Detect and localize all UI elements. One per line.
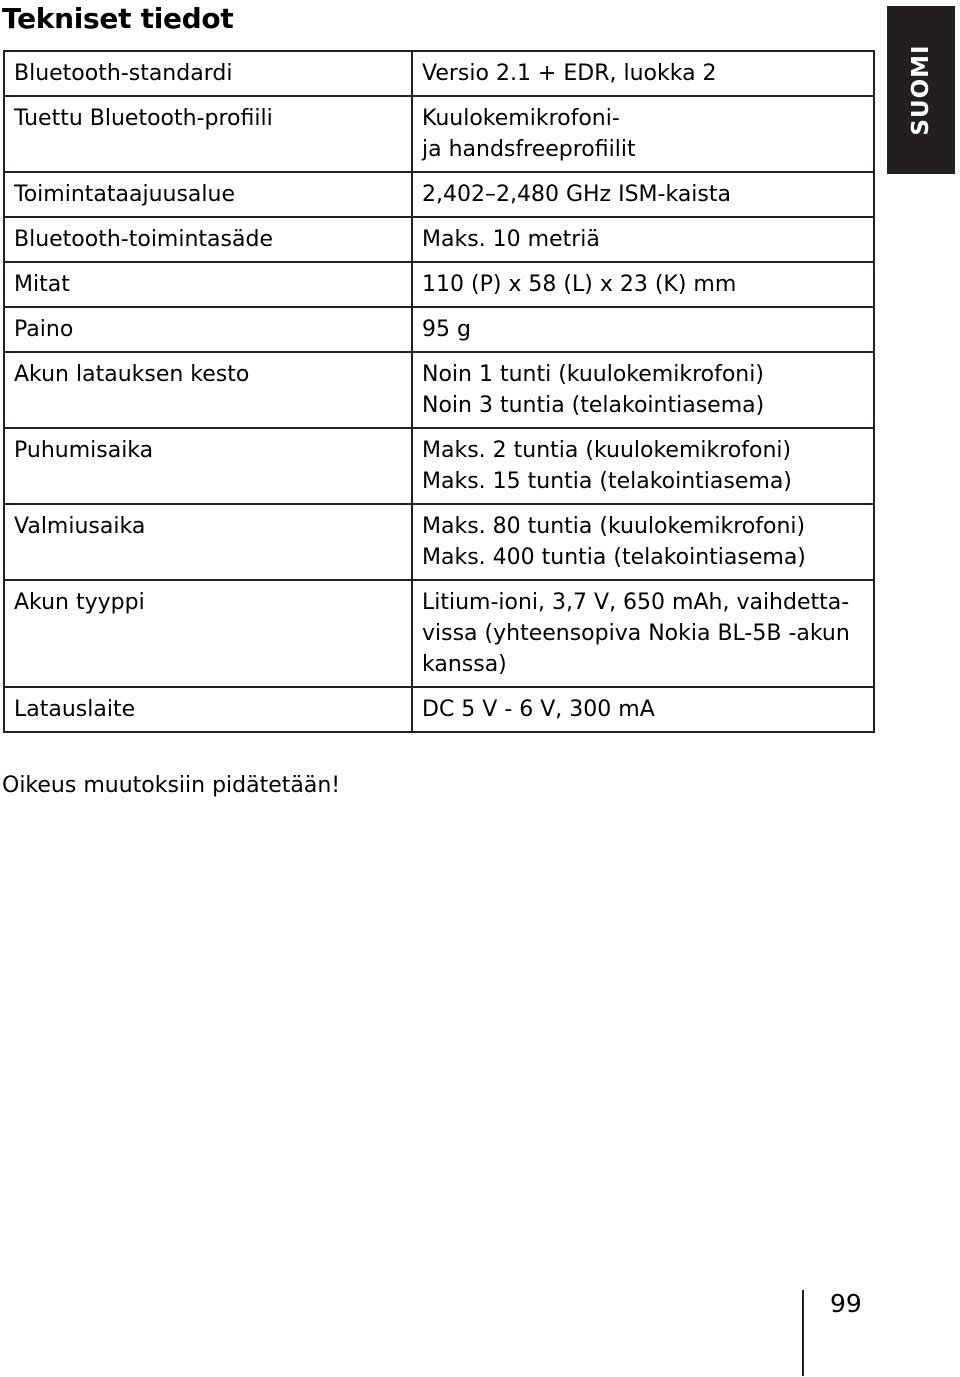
spec-row [4, 352, 874, 428]
spec-label: Latauslaite [4, 687, 412, 732]
spec-label: Bluetooth-standardi [4, 51, 412, 96]
page-number: 99 [830, 1289, 862, 1318]
spec-value-line: ja handsfreeprofiilit [422, 137, 636, 162]
spec-value-line: Maks. 2 tuntia (kuulokemikrofoni) [422, 438, 792, 463]
spec-row [4, 51, 874, 96]
spec-value [412, 96, 874, 172]
spec-label: Bluetooth-toimintasäde [4, 217, 412, 262]
spec-value-line: kanssa) [422, 652, 507, 677]
spec-value-line: Versio 2.1 + EDR, luokka 2 [422, 61, 717, 86]
page-divider [802, 1290, 804, 1376]
spec-row [4, 96, 874, 172]
spec-row [4, 504, 874, 580]
spec-label: Valmiusaika [4, 504, 412, 580]
language-tab-label: SUOMI [908, 44, 934, 136]
spec-table [3, 50, 875, 733]
footnote: Oikeus muutoksiin pidätetään! [2, 773, 341, 798]
spec-row [4, 428, 874, 504]
spec-label: Mitat [4, 262, 412, 307]
language-tab [887, 6, 955, 174]
spec-value [412, 504, 874, 580]
spec-value-line: Noin 1 tunti (kuulokemikrofoni) [422, 362, 764, 387]
spec-value [412, 262, 874, 307]
spec-label: Akun tyyppi [4, 580, 412, 687]
spec-label: Puhumisaika [4, 428, 412, 504]
spec-value [412, 51, 874, 96]
spec-row [4, 172, 874, 217]
spec-label: Paino [4, 307, 412, 352]
spec-value-line: vissa (yhteensopiva Nokia BL-5B -akun [422, 621, 850, 646]
spec-value-line: Noin 3 tuntia (telakointiasema) [422, 393, 765, 418]
spec-value-line: DC 5 V - 6 V, 300 mA [422, 697, 655, 722]
spec-label: Tuettu Bluetooth-profiili [4, 96, 412, 172]
spec-value-line: Kuulokemikrofoni- [422, 106, 620, 131]
spec-row [4, 307, 874, 352]
spec-value [412, 307, 874, 352]
spec-label: Toimintataajuusalue [4, 172, 412, 217]
spec-value-line: Litium-ioni, 3,7 V, 650 mAh, vaihdetta- [422, 590, 850, 615]
spec-row [4, 580, 874, 687]
spec-value-line: Maks. 15 tuntia (telakointiasema) [422, 469, 792, 494]
page-title: Tekniset tiedot [2, 2, 234, 35]
spec-label: Akun latauksen kesto [4, 352, 412, 428]
spec-value-line: Maks. 400 tuntia (telakointiasema) [422, 545, 806, 570]
spec-value [412, 217, 874, 262]
spec-value [412, 580, 874, 687]
spec-value-line: Maks. 10 metriä [422, 227, 600, 252]
spec-value [412, 352, 874, 428]
spec-value-line: Maks. 80 tuntia (kuulokemikrofoni) [422, 514, 806, 539]
spec-value [412, 428, 874, 504]
spec-value [412, 172, 874, 217]
spec-row [4, 262, 874, 307]
spec-value-line: 95 g [422, 317, 471, 342]
spec-row [4, 217, 874, 262]
spec-value-line: 2,402–2,480 GHz ISM-kaista [422, 182, 731, 207]
spec-value-line: 110 (P) x 58 (L) x 23 (K) mm [422, 272, 737, 297]
spec-value [412, 687, 874, 732]
spec-row [4, 687, 874, 732]
